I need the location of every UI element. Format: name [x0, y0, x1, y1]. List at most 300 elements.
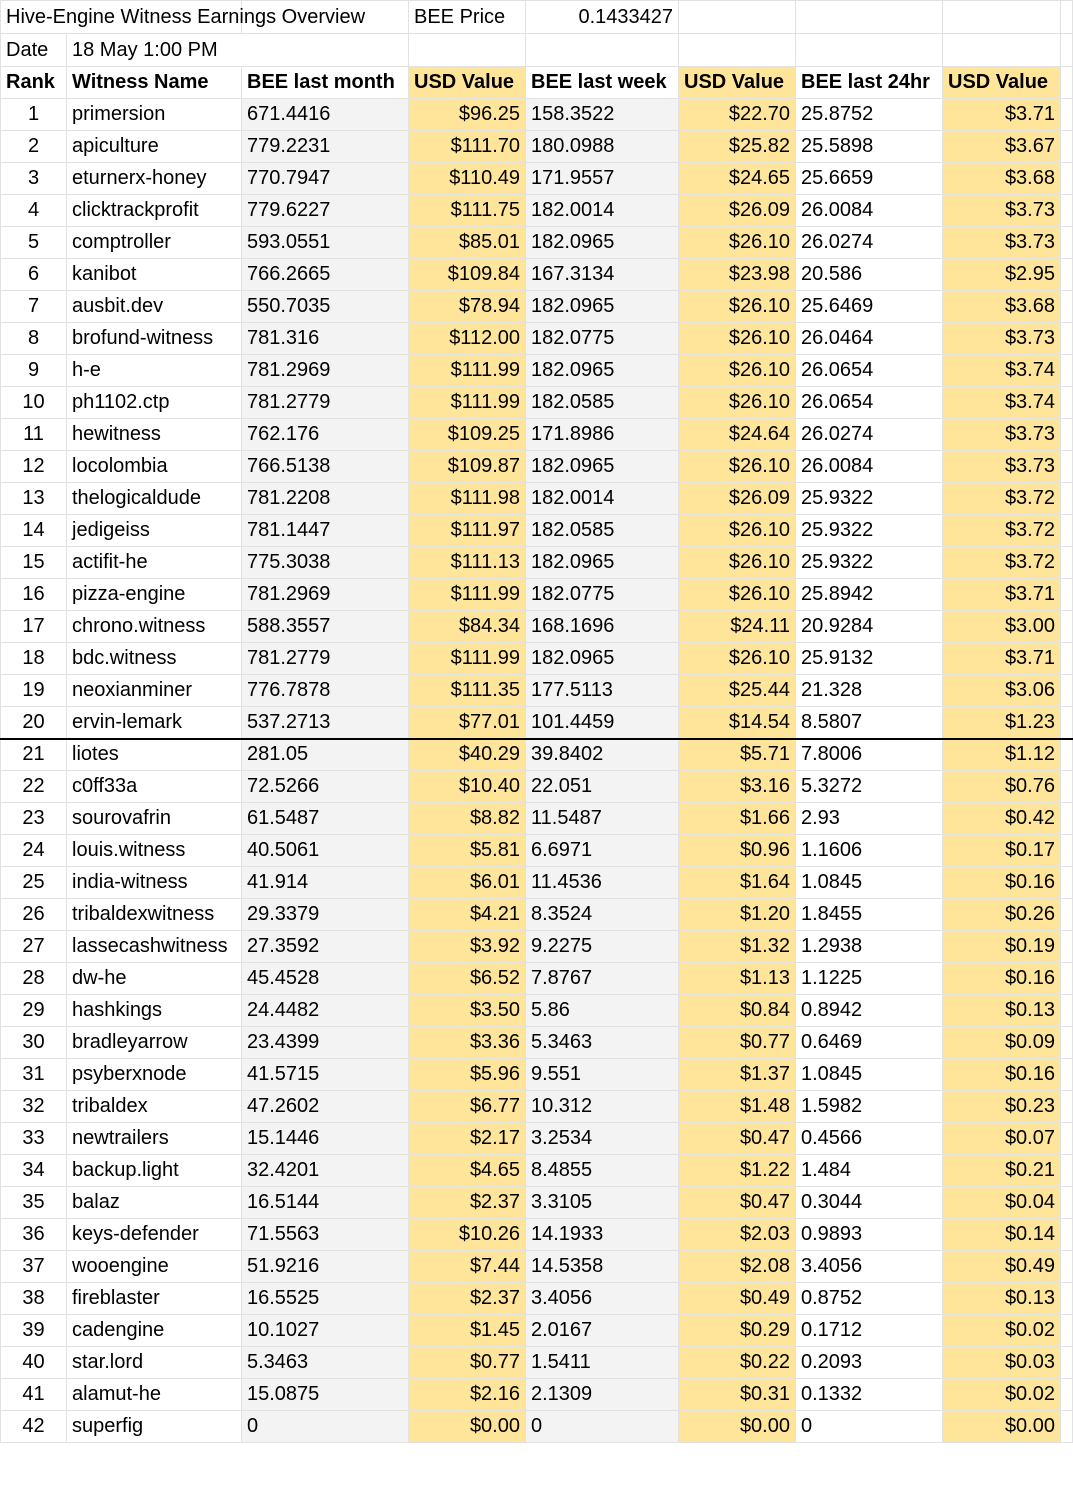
table-cell-bee-month[interactable]: 550.7035: [242, 291, 409, 323]
table-cell-usd-week[interactable]: $0.49: [679, 1283, 796, 1315]
table-cell-usd-week[interactable]: $26.10: [679, 323, 796, 355]
table-cell-rank[interactable]: 41: [1, 1379, 67, 1411]
table-cell-bee-24hr[interactable]: 26.0654: [796, 355, 943, 387]
table-cell-rank[interactable]: 15: [1, 547, 67, 579]
table-cell-bee-24hr[interactable]: 25.9322: [796, 483, 943, 515]
table-cell-witness[interactable]: brofund-witness: [67, 323, 242, 355]
table-cell-bee-month[interactable]: 537.2713: [242, 707, 409, 739]
table-cell-usd-week[interactable]: $14.54: [679, 707, 796, 739]
table-cell-usd-month[interactable]: $4.21: [409, 899, 526, 931]
empty-cell[interactable]: [796, 34, 943, 67]
table-cell-rank[interactable]: 33: [1, 1123, 67, 1155]
table-cell-rank[interactable]: 39: [1, 1315, 67, 1347]
table-cell-bee-month[interactable]: 24.4482: [242, 995, 409, 1027]
empty-cell[interactable]: [1061, 163, 1073, 195]
table-cell-witness[interactable]: dw-he: [67, 963, 242, 995]
table-cell-bee-24hr[interactable]: 5.3272: [796, 771, 943, 803]
table-cell-bee-week[interactable]: 9.551: [526, 1059, 679, 1091]
table-cell-rank[interactable]: 22: [1, 771, 67, 803]
table-cell-bee-24hr[interactable]: 0.8942: [796, 995, 943, 1027]
table-cell-bee-24hr[interactable]: 20.9284: [796, 611, 943, 643]
table-cell-bee-24hr[interactable]: 0.1712: [796, 1315, 943, 1347]
table-cell-bee-week[interactable]: 171.9557: [526, 163, 679, 195]
table-cell-rank[interactable]: 21: [1, 739, 67, 771]
table-cell-usd-week[interactable]: $5.71: [679, 739, 796, 771]
table-cell-bee-24hr[interactable]: 25.9322: [796, 547, 943, 579]
empty-cell[interactable]: [1061, 707, 1073, 739]
table-cell-usd-24hr[interactable]: $3.73: [943, 419, 1061, 451]
table-cell-usd-24hr[interactable]: $2.95: [943, 259, 1061, 291]
table-cell-usd-24hr[interactable]: $3.72: [943, 483, 1061, 515]
table-cell-usd-month[interactable]: $3.92: [409, 931, 526, 963]
empty-cell[interactable]: [526, 34, 679, 67]
table-cell-usd-week[interactable]: $0.47: [679, 1187, 796, 1219]
table-cell-bee-week[interactable]: 182.0965: [526, 291, 679, 323]
table-cell-rank[interactable]: 29: [1, 995, 67, 1027]
table-cell-bee-month[interactable]: 47.2602: [242, 1091, 409, 1123]
table-cell-usd-week[interactable]: $1.32: [679, 931, 796, 963]
table-cell-usd-month[interactable]: $111.97: [409, 515, 526, 547]
table-cell-usd-month[interactable]: $109.84: [409, 259, 526, 291]
table-cell-usd-month[interactable]: $111.13: [409, 547, 526, 579]
table-cell-bee-month[interactable]: 593.0551: [242, 227, 409, 259]
table-cell-witness[interactable]: hashkings: [67, 995, 242, 1027]
table-cell-bee-week[interactable]: 182.0775: [526, 579, 679, 611]
table-cell-usd-24hr[interactable]: $0.02: [943, 1315, 1061, 1347]
table-cell-bee-month[interactable]: 779.2231: [242, 131, 409, 163]
table-cell-bee-month[interactable]: 781.2779: [242, 387, 409, 419]
table-cell-usd-week[interactable]: $1.48: [679, 1091, 796, 1123]
table-cell-usd-24hr[interactable]: $0.21: [943, 1155, 1061, 1187]
table-cell-witness[interactable]: psyberxnode: [67, 1059, 242, 1091]
table-cell-bee-week[interactable]: 182.0585: [526, 387, 679, 419]
table-cell-usd-week[interactable]: $1.66: [679, 803, 796, 835]
empty-cell[interactable]: [679, 1, 796, 34]
table-cell-bee-24hr[interactable]: 1.8455: [796, 899, 943, 931]
table-cell-bee-24hr[interactable]: 0.6469: [796, 1027, 943, 1059]
table-cell-usd-month[interactable]: $111.99: [409, 643, 526, 675]
table-cell-usd-24hr[interactable]: $3.74: [943, 387, 1061, 419]
table-cell-witness[interactable]: liotes: [67, 739, 242, 771]
table-cell-bee-24hr[interactable]: 0.4566: [796, 1123, 943, 1155]
table-cell-usd-24hr[interactable]: $0.42: [943, 803, 1061, 835]
table-cell-witness[interactable]: eturnerx-honey: [67, 163, 242, 195]
table-cell-usd-week[interactable]: $1.22: [679, 1155, 796, 1187]
table-cell-witness[interactable]: bdc.witness: [67, 643, 242, 675]
table-cell-usd-24hr[interactable]: $0.16: [943, 963, 1061, 995]
table-cell-rank[interactable]: 17: [1, 611, 67, 643]
empty-cell[interactable]: [1061, 259, 1073, 291]
table-cell-bee-24hr[interactable]: 1.0845: [796, 1059, 943, 1091]
table-cell-usd-month[interactable]: $112.00: [409, 323, 526, 355]
table-cell-usd-24hr[interactable]: $3.71: [943, 579, 1061, 611]
empty-cell[interactable]: [1061, 1379, 1073, 1411]
table-cell-witness[interactable]: c0ff33a: [67, 771, 242, 803]
table-cell-bee-24hr[interactable]: 0.2093: [796, 1347, 943, 1379]
table-cell-usd-week[interactable]: $1.13: [679, 963, 796, 995]
table-cell-usd-month[interactable]: $0.77: [409, 1347, 526, 1379]
table-cell-usd-week[interactable]: $23.98: [679, 259, 796, 291]
table-cell-usd-month[interactable]: $5.81: [409, 835, 526, 867]
table-cell-bee-week[interactable]: 182.0965: [526, 643, 679, 675]
table-cell-bee-month[interactable]: 16.5525: [242, 1283, 409, 1315]
table-cell-bee-week[interactable]: 5.86: [526, 995, 679, 1027]
price-label[interactable]: BEE Price: [409, 1, 526, 34]
table-cell-usd-month[interactable]: $111.99: [409, 579, 526, 611]
table-cell-usd-month[interactable]: $8.82: [409, 803, 526, 835]
table-cell-usd-24hr[interactable]: $0.17: [943, 835, 1061, 867]
empty-cell[interactable]: [1061, 1091, 1073, 1123]
table-cell-bee-week[interactable]: 182.0965: [526, 227, 679, 259]
table-cell-bee-24hr[interactable]: 0.8752: [796, 1283, 943, 1315]
table-cell-witness[interactable]: cadengine: [67, 1315, 242, 1347]
table-cell-usd-24hr[interactable]: $0.09: [943, 1027, 1061, 1059]
sheet-title[interactable]: Hive-Engine Witness Earnings Overview: [1, 1, 242, 34]
table-cell-usd-week[interactable]: $26.10: [679, 547, 796, 579]
table-cell-usd-week[interactable]: $22.70: [679, 99, 796, 131]
table-cell-rank[interactable]: 23: [1, 803, 67, 835]
empty-cell[interactable]: [1061, 835, 1073, 867]
table-cell-usd-month[interactable]: $0.00: [409, 1411, 526, 1443]
empty-cell[interactable]: [1061, 611, 1073, 643]
table-cell-bee-week[interactable]: 8.3524: [526, 899, 679, 931]
empty-cell[interactable]: [1061, 1027, 1073, 1059]
table-cell-usd-24hr[interactable]: $0.02: [943, 1379, 1061, 1411]
table-cell-rank[interactable]: 11: [1, 419, 67, 451]
header-usd-24hr[interactable]: USD Value: [943, 67, 1061, 99]
table-cell-bee-24hr[interactable]: 3.4056: [796, 1251, 943, 1283]
table-cell-witness[interactable]: primersion: [67, 99, 242, 131]
table-cell-bee-week[interactable]: 9.2275: [526, 931, 679, 963]
table-cell-witness[interactable]: star.lord: [67, 1347, 242, 1379]
table-cell-bee-24hr[interactable]: 0.1332: [796, 1379, 943, 1411]
table-cell-usd-24hr[interactable]: $3.72: [943, 515, 1061, 547]
table-cell-rank[interactable]: 12: [1, 451, 67, 483]
table-cell-usd-month[interactable]: $2.37: [409, 1187, 526, 1219]
table-cell-witness[interactable]: ervin-lemark: [67, 707, 242, 739]
table-cell-usd-24hr[interactable]: $0.23: [943, 1091, 1061, 1123]
table-cell-witness[interactable]: neoxianminer: [67, 675, 242, 707]
table-cell-witness[interactable]: tribaldexwitness: [67, 899, 242, 931]
table-cell-bee-24hr[interactable]: 25.9322: [796, 515, 943, 547]
table-cell-bee-24hr[interactable]: 26.0084: [796, 451, 943, 483]
table-cell-bee-24hr[interactable]: 26.0464: [796, 323, 943, 355]
table-cell-bee-month[interactable]: 16.5144: [242, 1187, 409, 1219]
table-cell-usd-24hr[interactable]: $0.76: [943, 771, 1061, 803]
table-cell-bee-week[interactable]: 22.051: [526, 771, 679, 803]
table-cell-witness[interactable]: clicktrackprofit: [67, 195, 242, 227]
table-cell-usd-week[interactable]: $24.11: [679, 611, 796, 643]
table-cell-usd-month[interactable]: $6.01: [409, 867, 526, 899]
table-cell-usd-week[interactable]: $26.10: [679, 291, 796, 323]
table-cell-bee-month[interactable]: 781.2969: [242, 579, 409, 611]
table-cell-bee-week[interactable]: 39.8402: [526, 739, 679, 771]
table-cell-bee-month[interactable]: 72.5266: [242, 771, 409, 803]
table-cell-bee-month[interactable]: 51.9216: [242, 1251, 409, 1283]
table-cell-usd-24hr[interactable]: $3.74: [943, 355, 1061, 387]
table-cell-rank[interactable]: 31: [1, 1059, 67, 1091]
table-cell-rank[interactable]: 34: [1, 1155, 67, 1187]
empty-cell[interactable]: [1061, 1251, 1073, 1283]
header-bee-last-week[interactable]: BEE last week: [526, 67, 679, 99]
empty-cell[interactable]: [1061, 739, 1073, 771]
table-cell-rank[interactable]: 38: [1, 1283, 67, 1315]
table-cell-usd-24hr[interactable]: $3.71: [943, 99, 1061, 131]
empty-cell[interactable]: [1061, 643, 1073, 675]
table-cell-bee-24hr[interactable]: 1.0845: [796, 867, 943, 899]
table-cell-witness[interactable]: bradleyarrow: [67, 1027, 242, 1059]
table-cell-bee-month[interactable]: 781.316: [242, 323, 409, 355]
header-usd-week[interactable]: USD Value: [679, 67, 796, 99]
table-cell-usd-24hr[interactable]: $0.16: [943, 867, 1061, 899]
table-cell-usd-week[interactable]: $2.08: [679, 1251, 796, 1283]
table-cell-rank[interactable]: 27: [1, 931, 67, 963]
table-cell-usd-24hr[interactable]: $3.73: [943, 195, 1061, 227]
table-cell-usd-week[interactable]: $26.09: [679, 195, 796, 227]
table-cell-usd-month[interactable]: $111.99: [409, 387, 526, 419]
empty-cell[interactable]: [1061, 1283, 1073, 1315]
table-cell-bee-24hr[interactable]: 0.3044: [796, 1187, 943, 1219]
table-cell-bee-month[interactable]: 29.3379: [242, 899, 409, 931]
table-cell-usd-24hr[interactable]: $0.03: [943, 1347, 1061, 1379]
table-cell-rank[interactable]: 18: [1, 643, 67, 675]
table-cell-rank[interactable]: 5: [1, 227, 67, 259]
table-cell-bee-week[interactable]: 2.0167: [526, 1315, 679, 1347]
table-cell-rank[interactable]: 42: [1, 1411, 67, 1443]
table-cell-bee-24hr[interactable]: 1.2938: [796, 931, 943, 963]
table-cell-usd-24hr[interactable]: $3.73: [943, 451, 1061, 483]
table-cell-rank[interactable]: 14: [1, 515, 67, 547]
table-cell-usd-24hr[interactable]: $3.68: [943, 291, 1061, 323]
table-cell-bee-month[interactable]: 61.5487: [242, 803, 409, 835]
table-cell-usd-24hr[interactable]: $0.04: [943, 1187, 1061, 1219]
empty-cell[interactable]: [1061, 99, 1073, 131]
table-cell-usd-week[interactable]: $0.77: [679, 1027, 796, 1059]
table-cell-bee-month[interactable]: 71.5563: [242, 1219, 409, 1251]
empty-cell[interactable]: [1061, 1347, 1073, 1379]
table-cell-bee-24hr[interactable]: 2.93: [796, 803, 943, 835]
table-cell-bee-week[interactable]: 14.5358: [526, 1251, 679, 1283]
table-cell-witness[interactable]: sourovafrin: [67, 803, 242, 835]
table-cell-usd-week[interactable]: $0.96: [679, 835, 796, 867]
table-cell-usd-week[interactable]: $24.65: [679, 163, 796, 195]
empty-cell[interactable]: [1061, 1, 1073, 34]
table-cell-rank[interactable]: 26: [1, 899, 67, 931]
table-cell-usd-month[interactable]: $7.44: [409, 1251, 526, 1283]
table-cell-rank[interactable]: 9: [1, 355, 67, 387]
table-cell-usd-week[interactable]: $26.10: [679, 227, 796, 259]
empty-cell[interactable]: [1061, 131, 1073, 163]
empty-cell[interactable]: [1061, 419, 1073, 451]
table-cell-witness[interactable]: kanibot: [67, 259, 242, 291]
table-cell-bee-week[interactable]: 11.4536: [526, 867, 679, 899]
empty-cell[interactable]: [1061, 1187, 1073, 1219]
table-cell-bee-week[interactable]: 171.8986: [526, 419, 679, 451]
table-cell-bee-month[interactable]: 671.4416: [242, 99, 409, 131]
table-cell-witness[interactable]: fireblaster: [67, 1283, 242, 1315]
empty-cell[interactable]: [1061, 387, 1073, 419]
table-cell-bee-week[interactable]: 180.0988: [526, 131, 679, 163]
table-cell-rank[interactable]: 13: [1, 483, 67, 515]
table-cell-bee-24hr[interactable]: 1.484: [796, 1155, 943, 1187]
table-cell-usd-24hr[interactable]: $3.67: [943, 131, 1061, 163]
table-cell-bee-24hr[interactable]: 1.1225: [796, 963, 943, 995]
table-cell-bee-month[interactable]: 0: [242, 1411, 409, 1443]
table-cell-usd-24hr[interactable]: $0.00: [943, 1411, 1061, 1443]
empty-cell[interactable]: [1061, 195, 1073, 227]
table-cell-usd-week[interactable]: $25.82: [679, 131, 796, 163]
table-cell-rank[interactable]: 36: [1, 1219, 67, 1251]
table-cell-bee-24hr[interactable]: 7.8006: [796, 739, 943, 771]
empty-cell[interactable]: [1061, 771, 1073, 803]
empty-cell[interactable]: [1061, 1219, 1073, 1251]
table-cell-witness[interactable]: keys-defender: [67, 1219, 242, 1251]
table-cell-usd-month[interactable]: $78.94: [409, 291, 526, 323]
table-cell-usd-week[interactable]: $25.44: [679, 675, 796, 707]
table-cell-usd-24hr[interactable]: $3.73: [943, 227, 1061, 259]
table-cell-usd-week[interactable]: $24.64: [679, 419, 796, 451]
table-cell-rank[interactable]: 2: [1, 131, 67, 163]
table-cell-usd-week[interactable]: $26.10: [679, 451, 796, 483]
empty-cell[interactable]: [1061, 515, 1073, 547]
table-cell-usd-month[interactable]: $4.65: [409, 1155, 526, 1187]
table-cell-usd-24hr[interactable]: $3.72: [943, 547, 1061, 579]
table-cell-usd-week[interactable]: $1.64: [679, 867, 796, 899]
table-cell-bee-month[interactable]: 15.0875: [242, 1379, 409, 1411]
table-cell-bee-month[interactable]: 23.4399: [242, 1027, 409, 1059]
empty-cell[interactable]: [1061, 483, 1073, 515]
table-cell-witness[interactable]: india-witness: [67, 867, 242, 899]
table-cell-usd-24hr[interactable]: $3.06: [943, 675, 1061, 707]
table-cell-bee-month[interactable]: 41.5715: [242, 1059, 409, 1091]
table-cell-witness[interactable]: thelogicaldude: [67, 483, 242, 515]
table-cell-bee-week[interactable]: 1.5411: [526, 1347, 679, 1379]
empty-cell[interactable]: [943, 1, 1061, 34]
table-cell-usd-month[interactable]: $111.99: [409, 355, 526, 387]
table-cell-bee-month[interactable]: 40.5061: [242, 835, 409, 867]
table-cell-bee-24hr[interactable]: 25.8942: [796, 579, 943, 611]
table-cell-bee-24hr[interactable]: 1.1606: [796, 835, 943, 867]
empty-cell[interactable]: [1061, 227, 1073, 259]
empty-cell[interactable]: [409, 34, 526, 67]
table-cell-usd-week[interactable]: $0.84: [679, 995, 796, 1027]
table-cell-usd-month[interactable]: $3.36: [409, 1027, 526, 1059]
table-cell-bee-week[interactable]: 6.6971: [526, 835, 679, 867]
table-cell-usd-month[interactable]: $10.40: [409, 771, 526, 803]
empty-cell[interactable]: [1061, 867, 1073, 899]
table-cell-bee-24hr[interactable]: 20.586: [796, 259, 943, 291]
table-cell-witness[interactable]: alamut-he: [67, 1379, 242, 1411]
empty-cell[interactable]: [1061, 355, 1073, 387]
table-cell-witness[interactable]: louis.witness: [67, 835, 242, 867]
table-cell-usd-week[interactable]: $26.10: [679, 579, 796, 611]
table-cell-witness[interactable]: backup.light: [67, 1155, 242, 1187]
table-cell-witness[interactable]: tribaldex: [67, 1091, 242, 1123]
table-cell-usd-month[interactable]: $85.01: [409, 227, 526, 259]
table-cell-witness[interactable]: chrono.witness: [67, 611, 242, 643]
table-cell-rank[interactable]: 40: [1, 1347, 67, 1379]
table-cell-bee-week[interactable]: 0: [526, 1411, 679, 1443]
table-cell-bee-month[interactable]: 781.1447: [242, 515, 409, 547]
table-cell-bee-week[interactable]: 3.4056: [526, 1283, 679, 1315]
table-cell-bee-week[interactable]: 3.3105: [526, 1187, 679, 1219]
table-cell-bee-24hr[interactable]: 25.5898: [796, 131, 943, 163]
table-cell-usd-week[interactable]: $3.16: [679, 771, 796, 803]
table-cell-usd-24hr[interactable]: $0.14: [943, 1219, 1061, 1251]
table-cell-usd-24hr[interactable]: $1.12: [943, 739, 1061, 771]
empty-cell[interactable]: [1061, 579, 1073, 611]
table-cell-bee-month[interactable]: 15.1446: [242, 1123, 409, 1155]
empty-cell[interactable]: [1061, 34, 1073, 67]
table-cell-bee-month[interactable]: 10.1027: [242, 1315, 409, 1347]
table-cell-rank[interactable]: 19: [1, 675, 67, 707]
empty-cell[interactable]: [1061, 451, 1073, 483]
table-cell-bee-month[interactable]: 766.2665: [242, 259, 409, 291]
table-cell-witness[interactable]: jedigeiss: [67, 515, 242, 547]
table-cell-usd-month[interactable]: $1.45: [409, 1315, 526, 1347]
table-cell-witness[interactable]: comptroller: [67, 227, 242, 259]
empty-cell[interactable]: [1061, 67, 1073, 99]
empty-cell[interactable]: [1061, 1315, 1073, 1347]
table-cell-rank[interactable]: 8: [1, 323, 67, 355]
table-cell-bee-month[interactable]: 779.6227: [242, 195, 409, 227]
table-cell-bee-week[interactable]: 167.3134: [526, 259, 679, 291]
table-cell-bee-week[interactable]: 182.0775: [526, 323, 679, 355]
table-cell-bee-week[interactable]: 3.2534: [526, 1123, 679, 1155]
table-cell-usd-week[interactable]: $0.00: [679, 1411, 796, 1443]
price-value[interactable]: 0.1433427: [526, 1, 679, 34]
table-cell-rank[interactable]: 7: [1, 291, 67, 323]
table-cell-usd-month[interactable]: $111.35: [409, 675, 526, 707]
table-cell-bee-week[interactable]: 8.4855: [526, 1155, 679, 1187]
table-cell-bee-week[interactable]: 7.8767: [526, 963, 679, 995]
date-label[interactable]: Date: [1, 34, 67, 67]
empty-cell[interactable]: [1061, 291, 1073, 323]
table-cell-rank[interactable]: 37: [1, 1251, 67, 1283]
table-cell-bee-week[interactable]: 182.0965: [526, 355, 679, 387]
table-cell-usd-month[interactable]: $84.34: [409, 611, 526, 643]
table-cell-bee-24hr[interactable]: 8.5807: [796, 707, 943, 739]
table-cell-witness[interactable]: actifit-he: [67, 547, 242, 579]
empty-cell[interactable]: [1061, 547, 1073, 579]
empty-cell[interactable]: [943, 34, 1061, 67]
table-cell-usd-24hr[interactable]: $0.16: [943, 1059, 1061, 1091]
table-cell-bee-month[interactable]: 588.3557: [242, 611, 409, 643]
table-cell-bee-week[interactable]: 14.1933: [526, 1219, 679, 1251]
header-bee-last-24hr[interactable]: BEE last 24hr: [796, 67, 943, 99]
table-cell-usd-month[interactable]: $109.25: [409, 419, 526, 451]
table-cell-bee-month[interactable]: 45.4528: [242, 963, 409, 995]
empty-cell[interactable]: [1061, 803, 1073, 835]
table-cell-usd-month[interactable]: $6.52: [409, 963, 526, 995]
table-cell-usd-24hr[interactable]: $3.00: [943, 611, 1061, 643]
table-cell-usd-week[interactable]: $26.10: [679, 515, 796, 547]
header-usd-month[interactable]: USD Value: [409, 67, 526, 99]
table-cell-usd-month[interactable]: $77.01: [409, 707, 526, 739]
table-cell-usd-week[interactable]: $0.29: [679, 1315, 796, 1347]
table-cell-rank[interactable]: 35: [1, 1187, 67, 1219]
table-cell-bee-week[interactable]: 182.0014: [526, 195, 679, 227]
table-cell-bee-month[interactable]: 762.176: [242, 419, 409, 451]
table-cell-usd-24hr[interactable]: $0.13: [943, 1283, 1061, 1315]
table-cell-bee-week[interactable]: 158.3522: [526, 99, 679, 131]
table-cell-usd-month[interactable]: $111.75: [409, 195, 526, 227]
table-cell-rank[interactable]: 28: [1, 963, 67, 995]
table-cell-usd-month[interactable]: $6.77: [409, 1091, 526, 1123]
table-cell-witness[interactable]: ph1102.ctp: [67, 387, 242, 419]
table-cell-bee-month[interactable]: 770.7947: [242, 163, 409, 195]
table-cell-witness[interactable]: lassecashwitness: [67, 931, 242, 963]
